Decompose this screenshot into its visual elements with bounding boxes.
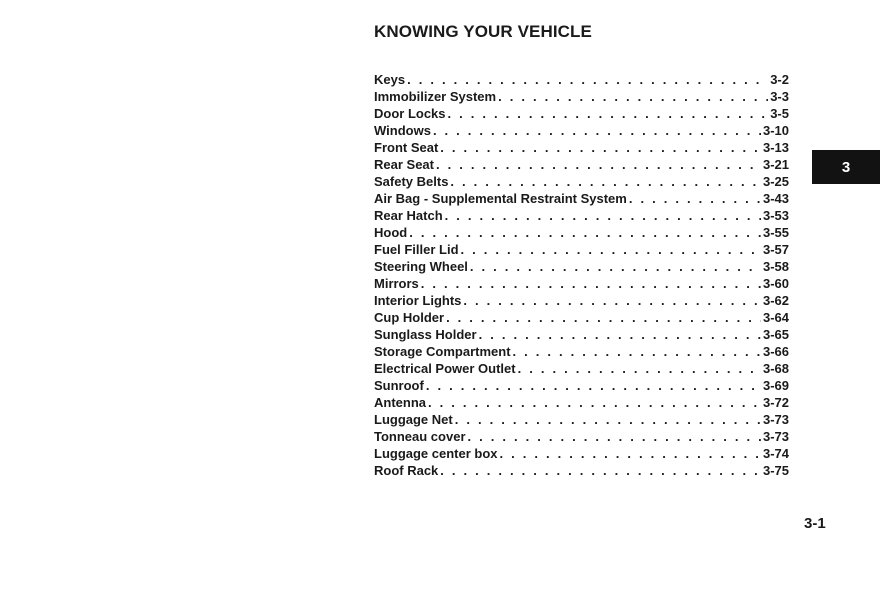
dot-leader: [436, 156, 761, 173]
toc-entry-label: Luggage center box: [374, 446, 498, 461]
toc-entry-label: Luggage Net: [374, 412, 453, 427]
toc-entry-antenna[interactable]: [374, 394, 789, 411]
toc-entry-label: Front Seat: [374, 140, 439, 155]
toc-entry-label: Sunglass Holder: [374, 327, 477, 342]
toc-entry-roof-rack[interactable]: [374, 462, 789, 479]
toc-entry-label: Air Bag - Supplemental Restraint System: [374, 191, 627, 206]
toc-entry-luggage-net[interactable]: [374, 411, 789, 428]
toc-entry-label: Antenna: [374, 395, 426, 410]
toc-entry-page: 3-13: [762, 140, 789, 155]
toc-entry-page: 3-53: [762, 208, 789, 223]
toc-entry-label: Keys: [374, 72, 406, 87]
dot-leader: [468, 428, 761, 445]
toc-entry-page: 3-3: [770, 89, 789, 104]
toc-entry-rear-hatch[interactable]: [374, 207, 789, 224]
dot-leader: [445, 207, 761, 224]
toc-entry-mirrors[interactable]: [374, 275, 789, 292]
toc-entry-label: Electrical Power Outlet: [374, 361, 516, 376]
dot-leader: [428, 394, 761, 411]
dot-leader: [500, 445, 761, 462]
chapter-tab-label: 3: [841, 158, 851, 176]
toc-entry-label: Sunroof: [374, 378, 424, 393]
toc-entry-page: 3-21: [762, 157, 789, 172]
toc-entry-page: 3-62: [762, 293, 789, 308]
toc-entry-air-bag[interactable]: [374, 190, 789, 207]
dot-leader: [450, 173, 761, 190]
toc-entry-page: 3-64: [762, 310, 789, 325]
toc-entry-cup-holder[interactable]: [374, 309, 789, 326]
dot-leader: [409, 224, 761, 241]
table-of-contents: [374, 71, 789, 479]
toc-entry-tonneau-cover[interactable]: [374, 428, 789, 445]
toc-entry-interior-lights[interactable]: [374, 292, 789, 309]
toc-entry-label: Fuel Filler Lid: [374, 242, 459, 257]
toc-entry-label: Roof Rack: [374, 463, 439, 478]
toc-entry-front-seat[interactable]: [374, 139, 789, 156]
dot-leader: [455, 411, 761, 428]
dot-leader: [448, 105, 769, 122]
toc-entry-luggage-center-box[interactable]: [374, 445, 789, 462]
toc-entry-page: 3-73: [762, 412, 789, 427]
toc-entry-page: 3-25: [762, 174, 789, 189]
toc-entry-page: 3-5: [770, 106, 789, 121]
dot-leader: [479, 326, 761, 343]
toc-entry-page: 3-2: [770, 72, 789, 87]
dot-leader: [426, 377, 761, 394]
toc-entry-sunroof[interactable]: [374, 377, 789, 394]
toc-entry-page: 3-68: [762, 361, 789, 376]
toc-entry-label: Rear Hatch: [374, 208, 443, 223]
toc-entry-electrical-power-outlet[interactable]: [374, 360, 789, 377]
dot-leader: [518, 360, 761, 377]
toc-entry-label: Steering Wheel: [374, 259, 468, 274]
dot-leader: [513, 343, 761, 360]
toc-entry-steering-wheel[interactable]: [374, 258, 789, 275]
toc-entry-page: 3-60: [762, 276, 789, 291]
dot-leader: [407, 71, 768, 88]
dot-leader: [470, 258, 761, 275]
toc-entry-label: Storage Compartment: [374, 344, 511, 359]
toc-entry-fuel-filler-lid[interactable]: [374, 241, 789, 258]
toc-entry-keys[interactable]: [374, 71, 789, 88]
toc-entry-rear-seat[interactable]: [374, 156, 789, 173]
toc-entry-page: 3-43: [762, 191, 789, 206]
dot-leader: [446, 309, 761, 326]
toc-entry-label: Cup Holder: [374, 310, 445, 325]
dot-leader: [440, 139, 761, 156]
toc-entry-page: 3-58: [762, 259, 789, 274]
toc-entry-label: Hood: [374, 225, 408, 240]
page-number: 3-1: [804, 515, 826, 532]
toc-entry-page: 3-55: [762, 225, 789, 240]
toc-entry-page: 3-74: [762, 446, 789, 461]
toc-entry-page: 3-73: [762, 429, 789, 444]
toc-entry-label: Door Locks: [374, 106, 446, 121]
toc-entry-safety-belts[interactable]: [374, 173, 789, 190]
toc-entry-label: Mirrors: [374, 276, 419, 291]
toc-entry-label: Tonneau cover: [374, 429, 466, 444]
dot-leader: [440, 462, 761, 479]
toc-entry-page: 3-66: [762, 344, 789, 359]
dot-leader: [433, 122, 761, 139]
toc-entry-page: 3-72: [762, 395, 789, 410]
dot-leader: [421, 275, 761, 292]
toc-entry-hood[interactable]: [374, 224, 789, 241]
toc-entry-page: 3-69: [762, 378, 789, 393]
toc-entry-storage-compartment[interactable]: [374, 343, 789, 360]
toc-entry-label: Safety Belts: [374, 174, 449, 189]
dot-leader: [498, 88, 768, 105]
dot-leader: [463, 292, 761, 309]
dot-leader: [629, 190, 761, 207]
toc-entry-windows[interactable]: [374, 122, 789, 139]
section-title: KNOWING YOUR VEHICLE: [374, 22, 592, 41]
dot-leader: [461, 241, 761, 258]
toc-entry-label: Immobilizer System: [374, 89, 497, 104]
toc-entry-page: 3-65: [762, 327, 789, 342]
toc-entry-immobilizer-system[interactable]: [374, 88, 789, 105]
toc-entry-sunglass-holder[interactable]: [374, 326, 789, 343]
chapter-tab: [812, 150, 880, 184]
toc-entry-label: Interior Lights: [374, 293, 462, 308]
toc-entry-door-locks[interactable]: [374, 105, 789, 122]
toc-entry-page: 3-10: [762, 123, 789, 138]
toc-entry-page: 3-57: [762, 242, 789, 257]
toc-entry-label: Windows: [374, 123, 431, 138]
toc-entry-label: Rear Seat: [374, 157, 434, 172]
toc-entry-page: 3-75: [762, 463, 789, 478]
